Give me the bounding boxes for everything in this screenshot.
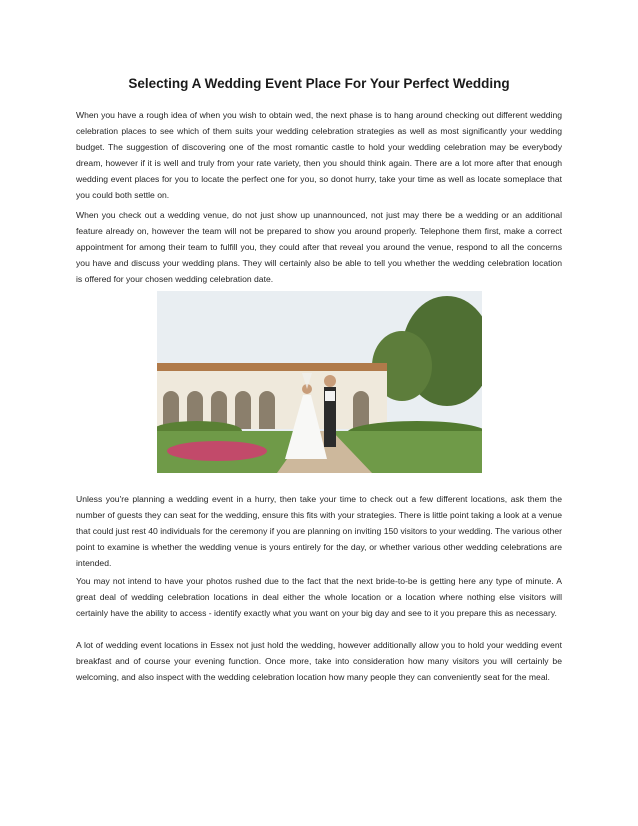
document-title: Selecting A Wedding Event Place For Your Perfect Wedding: [128, 76, 510, 91]
paragraph: A lot of wedding event locations in Essex not just hold the wedding, however additionally allow you to hold your wedding event breakfast and of course your evening function. Once more, take into consideration how many visitors you will certainly be welcoming, and also inspect with the wedding celebration location how many people they can conveniently seat for the meal.: [76, 640, 562, 682]
wedding-photo: [157, 291, 482, 473]
paragraph: When you have a rough idea of when you wish to obtain wed, the next phase is to hang around checking out different wedding celebration places to see which of them suits your wedding celebration strategies as well as most significantly your wedding budget. The suggestion of discovering one of the most romantic castle to hold your wedding celebration may be everybody dream, however if it is well and truly from your rate variety, then you should think again. There are a lot more after that enough wedding event places for you to locate the perfect one for you, so donot hurry, take your time as well as locate someplace that you could both settle on.: [76, 110, 562, 200]
paragraph: Unless you're planning a wedding event in a hurry, then take your time to check out a few different locations, ask them the number of guests they can seat for the wedding, ensure this fits with your strategies. There is little point taking a look at a venue that could just rest 40 individuals for the ceremony if you are planning on inviting 150 visitors to your wedding. The various other point to examine is whether the wedding venue is yours entirely for the day, or whether various other wedding celebrations are intended.: [76, 494, 562, 568]
paragraph: You may not intend to have your photos rushed due to the fact that the next bride-to-be is getting here any type of minute. A great deal of wedding celebration locations in deal either the whole location or a location where nothing else visitors will certainly have the ability to access - identify exactly what you want on your big day and see to it you prepare this as necessary.: [76, 576, 562, 618]
paragraph: When you check out a wedding venue, do not just show up unannounced, not just may there be a wedding or an additional feature already on, however the team will not be prepared to show you around properly. Telephone them first, make a correct appointment for among their team to fulfill you, they could after that reveal you around the venue, respond to all the concerns you have and discuss your wedding plans. They will certainly also be able to tell you whether the wedding celebration location is offered for your chosen wedding celebration date.: [76, 210, 562, 284]
